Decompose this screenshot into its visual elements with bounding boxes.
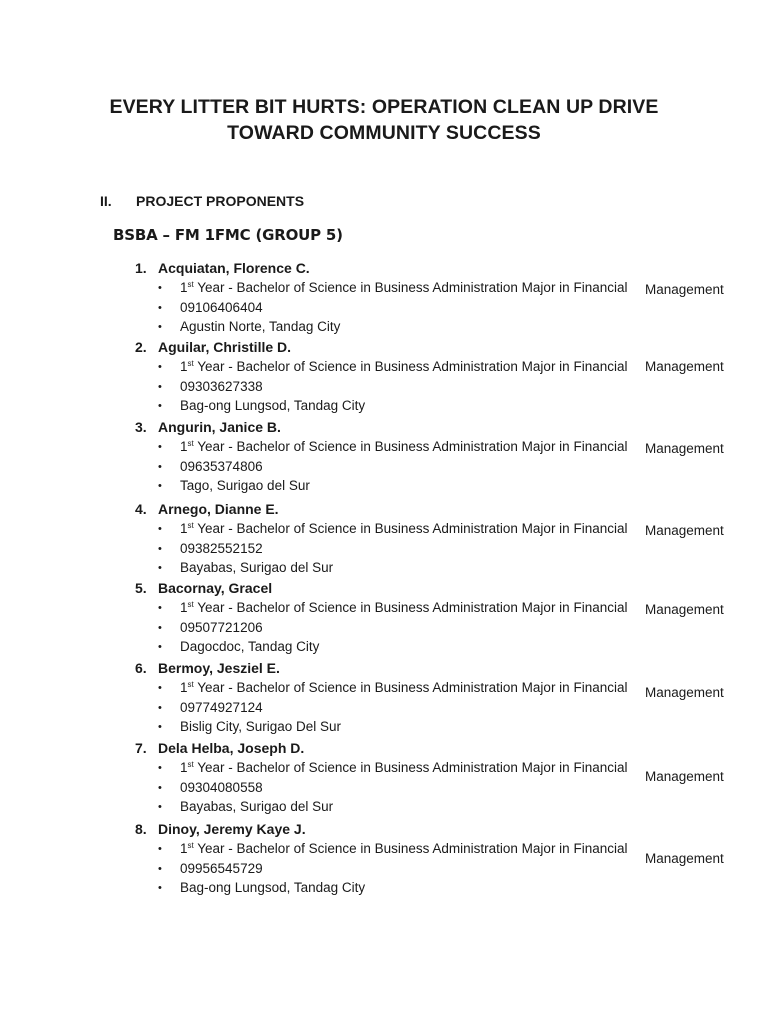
proponent-name-text: Dinoy, Jeremy Kaye J. (158, 821, 306, 837)
proponent-address (158, 639, 319, 654)
proponent-number: 2. (135, 339, 147, 355)
course-year-suffix: st (187, 439, 194, 448)
course-text: Year - Bachelor of Science in Business Administration Major in Financial (193, 841, 628, 856)
proponent-address (158, 799, 333, 814)
proponent-name (135, 501, 279, 517)
course-year-number: 1 (180, 439, 188, 454)
proponent-number: 5. (135, 580, 147, 596)
proponent-number: 4. (135, 501, 147, 517)
course-tail: Management (645, 523, 724, 538)
course-text: Year - Bachelor of Science in Business Administration Major in Financial (193, 359, 628, 374)
proponent-name-text: Bermoy, Jesziel E. (158, 660, 280, 676)
bullet-icon: • (158, 641, 162, 653)
phone-number: 09507721206 (180, 620, 263, 635)
proponent-course (158, 760, 627, 775)
proponent-course (158, 841, 627, 856)
proponent-address (158, 560, 333, 575)
bullet-icon: • (158, 282, 162, 294)
proponent-course (158, 521, 627, 536)
course-year-number: 1 (180, 680, 188, 695)
address-text: Bag-ong Lungsod, Tandag City (180, 398, 366, 413)
course-text: Year - Bachelor of Science in Business Administration Major in Financial (193, 600, 628, 615)
course-tail: Management (645, 602, 724, 617)
proponent-name (135, 821, 306, 837)
bullet-icon: • (158, 441, 162, 453)
bullet-icon: • (158, 523, 162, 535)
bullet-icon: • (158, 882, 162, 894)
proponent-address (158, 478, 310, 493)
course-tail: Management (645, 685, 724, 700)
bullet-icon: • (158, 622, 162, 634)
proponent-name-text: Dela Helba, Joseph D. (158, 740, 305, 756)
course-text: Year - Bachelor of Science in Business Administration Major in Financial (193, 760, 628, 775)
proponent-course (158, 439, 627, 454)
phone-number: 09382552152 (180, 541, 263, 556)
course-year-suffix: st (187, 600, 194, 609)
proponent-name-text: Acquiatan, Florence C. (158, 260, 310, 276)
proponent-name (135, 660, 280, 676)
course-year-number: 1 (180, 521, 188, 536)
proponent-number: 8. (135, 821, 147, 837)
course-year-suffix: st (187, 280, 194, 289)
document-title (0, 94, 768, 146)
bullet-icon: • (158, 361, 162, 373)
bullet-icon: • (158, 400, 162, 412)
title-line-2: TOWARD COMMUNITY SUCCESS (227, 122, 541, 144)
proponent-number: 1. (135, 260, 147, 276)
proponent-name-text: Angurin, Janice B. (158, 419, 281, 435)
bullet-icon: • (158, 381, 162, 393)
proponent-name (135, 580, 272, 596)
bullet-icon: • (158, 543, 162, 555)
course-year-suffix: st (187, 521, 194, 530)
address-text: Bayabas, Surigao del Sur (180, 560, 334, 575)
group-heading: BSBA – FM 1FMC (GROUP 5) (113, 226, 343, 244)
phone-number: 09956545729 (180, 861, 263, 876)
phone-number: 09304080558 (180, 780, 263, 795)
bullet-icon: • (158, 682, 162, 694)
phone-number: 09774927124 (180, 700, 263, 715)
course-year-suffix: st (187, 841, 194, 850)
course-year-suffix: st (187, 680, 194, 689)
bullet-icon: • (158, 721, 162, 733)
proponent-number: 6. (135, 660, 147, 676)
course-tail: Management (645, 441, 724, 456)
course-year-number: 1 (180, 760, 188, 775)
course-text: Year - Bachelor of Science in Business Administration Major in Financial (193, 280, 628, 295)
course-year-suffix: st (187, 359, 194, 368)
address-text: Bag-ong Lungsod, Tandag City (180, 880, 366, 895)
section-heading (100, 193, 304, 209)
course-text: Year - Bachelor of Science in Business Administration Major in Financial (193, 521, 628, 536)
bullet-icon: • (158, 702, 162, 714)
course-tail: Management (645, 769, 724, 784)
title-line-1: EVERY LITTER BIT HURTS: OPERATION CLEAN UP DRIVE (109, 96, 659, 118)
bullet-icon: • (158, 863, 162, 875)
bullet-icon: • (158, 843, 162, 855)
course-year-number: 1 (180, 359, 188, 374)
phone-number: 09303627338 (180, 379, 263, 394)
proponent-phone (158, 620, 263, 635)
bullet-icon: • (158, 302, 162, 314)
course-year-number: 1 (180, 600, 188, 615)
proponent-course (158, 280, 627, 295)
phone-number: 09635374806 (180, 459, 263, 474)
address-text: Agustin Norte, Tandag City (180, 319, 341, 334)
course-text: Year - Bachelor of Science in Business Administration Major in Financial (193, 680, 628, 695)
address-text: Bayabas, Surigao del Sur (180, 799, 334, 814)
proponent-phone (158, 700, 263, 715)
proponent-name (135, 339, 291, 355)
proponent-address (158, 880, 365, 895)
bullet-icon: • (158, 480, 162, 492)
proponent-phone (158, 300, 263, 315)
proponent-course (158, 680, 627, 695)
proponent-course (158, 600, 627, 615)
proponent-address (158, 319, 340, 334)
proponent-phone (158, 861, 263, 876)
proponent-name (135, 740, 304, 756)
proponent-name (135, 419, 281, 435)
course-year-suffix: st (187, 760, 194, 769)
bullet-icon: • (158, 801, 162, 813)
address-text: Bislig City, Surigao Del Sur (180, 719, 342, 734)
course-year-number: 1 (180, 280, 188, 295)
address-text: Tago, Surigao del Sur (180, 478, 310, 493)
proponent-course (158, 359, 627, 374)
proponent-address (158, 719, 341, 734)
proponent-name-text: Bacornay, Gracel (158, 580, 273, 596)
proponent-number: 3. (135, 419, 147, 435)
course-year-number: 1 (180, 841, 188, 856)
bullet-icon: • (158, 782, 162, 794)
proponent-phone (158, 780, 263, 795)
course-tail: Management (645, 359, 724, 374)
proponent-phone (158, 379, 263, 394)
bullet-icon: • (158, 461, 162, 473)
course-tail: Management (645, 851, 724, 866)
proponent-name-text: Arnego, Dianne E. (158, 501, 279, 517)
proponent-phone (158, 541, 263, 556)
phone-number: 09106406404 (180, 300, 263, 315)
proponent-number: 7. (135, 740, 147, 756)
proponent-name-text: Aguilar, Christille D. (158, 339, 292, 355)
bullet-icon: • (158, 762, 162, 774)
course-tail: Management (645, 282, 724, 297)
address-text: Dagocdoc, Tandag City (180, 639, 320, 654)
course-text: Year - Bachelor of Science in Business Administration Major in Financial (193, 439, 628, 454)
bullet-icon: • (158, 321, 162, 333)
section-label: PROJECT PROPONENTS (136, 193, 305, 209)
proponent-address (158, 398, 365, 413)
proponent-phone (158, 459, 263, 474)
section-number: II. (100, 193, 112, 209)
bullet-icon: • (158, 602, 162, 614)
bullet-icon: • (158, 562, 162, 574)
proponent-name (135, 260, 310, 276)
